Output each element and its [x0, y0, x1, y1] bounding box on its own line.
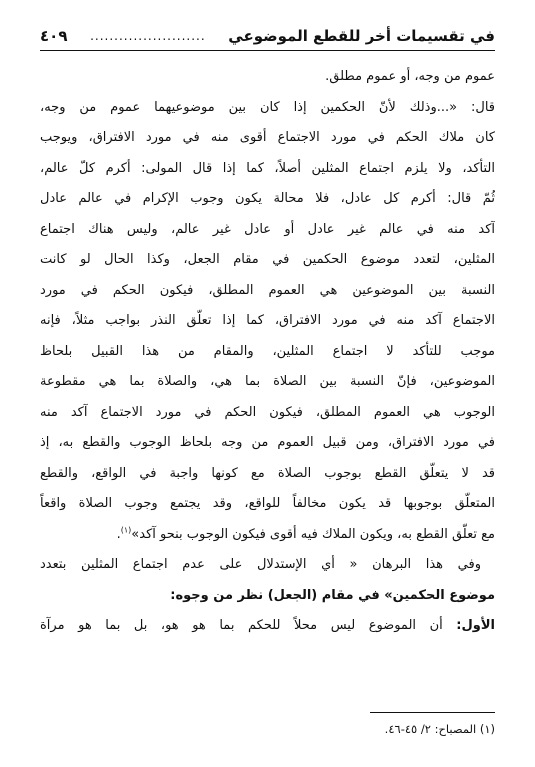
text-line: الوجوب هي العموم المطلق، فيكون الحكم في مورد الاجتماع آكد منه [40, 404, 495, 420]
text-line: كان ملاك الحكم في مورد الاجتماع أقوى منه في مورد الافتراق، ويوجب [40, 130, 495, 145]
footnote-rule [370, 712, 495, 713]
header-rule [40, 50, 495, 51]
running-header [40, 24, 495, 48]
text-line: مع تعلّق القطع به، ويكون الملاك فيه أقوى فيكون الوجوب بنحو آكد» [131, 526, 495, 542]
text-line: أن الموضوع ليس محلاً للحكم بما هو هو، بل بما هو مرآة [40, 618, 443, 633]
main-text [40, 62, 495, 642]
leader-dots: ........................ [90, 29, 206, 43]
text-line: موضوع الحكمين» في مقام (الجعل) نظر من وجوه: [170, 587, 495, 603]
text-line: الاجتماع آكد منه في مورد الافتراق، كما إذا تعلّق النذر بواجب مثلاً، فإنه [40, 313, 495, 328]
text-line: وفي هذا البرهان « أي الإستدلال على عدم اجتماع المثلين بتعدد [40, 557, 481, 572]
text-line: النسبة بين الموضوعين هي العموم المطلق، فيكون الحكم في مورد [40, 282, 495, 298]
text-line: قال: «...وذلك لأنّ الحكمين إذا كان بين موضوعيهما عموم من وجه، [40, 99, 495, 115]
chapter-title: في تقسيمات أخر للقطع الموضوعي [228, 27, 495, 45]
text-line: عموم من وجه، أو عموم مطلق. [325, 69, 495, 84]
quote-end-line: مع تعلّق القطع به، ويكون الملاك فيه أقوى فيكون الوجوب بنحو آكد»$^{(١)}$. [116, 525, 495, 542]
text-line: ثُمّ قال: أكرم كل عادل، فلا محالة يكون وجوب الإكرام في عالم عادل [40, 191, 495, 206]
footnote: (١) المصباح: ٢/ ٤٥-٤٦. [384, 722, 495, 736]
text-line: آكد منه في عالم غير عادل أو عادل غير عالم، وليس هناك اجتماع [40, 221, 495, 237]
text-line: في مورد الافتراق، ومن قبيل العموم من وجه بلحاظ الوجوب والقطع به، إذ [40, 435, 495, 450]
footnote-marker: (١) [120, 525, 132, 535]
text-line: قد لا يتعلّق القطع بوجوب الصلاة مع كونها واجبة في الواقع، والقطع [40, 465, 495, 481]
first-point-label: الأول: [456, 618, 495, 633]
page-number: ٤٠٩ [40, 27, 68, 45]
text-line: الموضوعين، فإنّ النسبة بين الصلاة بما هي، والصلاة بما هي مقطوعة [40, 374, 495, 389]
running-header-title [228, 27, 495, 45]
text-line: موجب للتأكد لا اجتماع المثلين، والمقام من هذا القبيل بلحاظ [40, 343, 495, 359]
text-line: التأكد، ولا يلزم اجتماع المثلين أصلاً، كما إذا قال المولى: أكرم كلّ عالم، [40, 160, 495, 176]
text-line: المتعلّق بوجوبها قد يكون مخالفاً للواقع، وقد يجتمع وجوب الصلاة واقعاً [40, 496, 495, 511]
text-line: المثلين، لتعدد موضوع الحكمين في مقام الجعل، وكذا الحال لو كانت [40, 252, 495, 267]
first-point-line [40, 611, 495, 642]
